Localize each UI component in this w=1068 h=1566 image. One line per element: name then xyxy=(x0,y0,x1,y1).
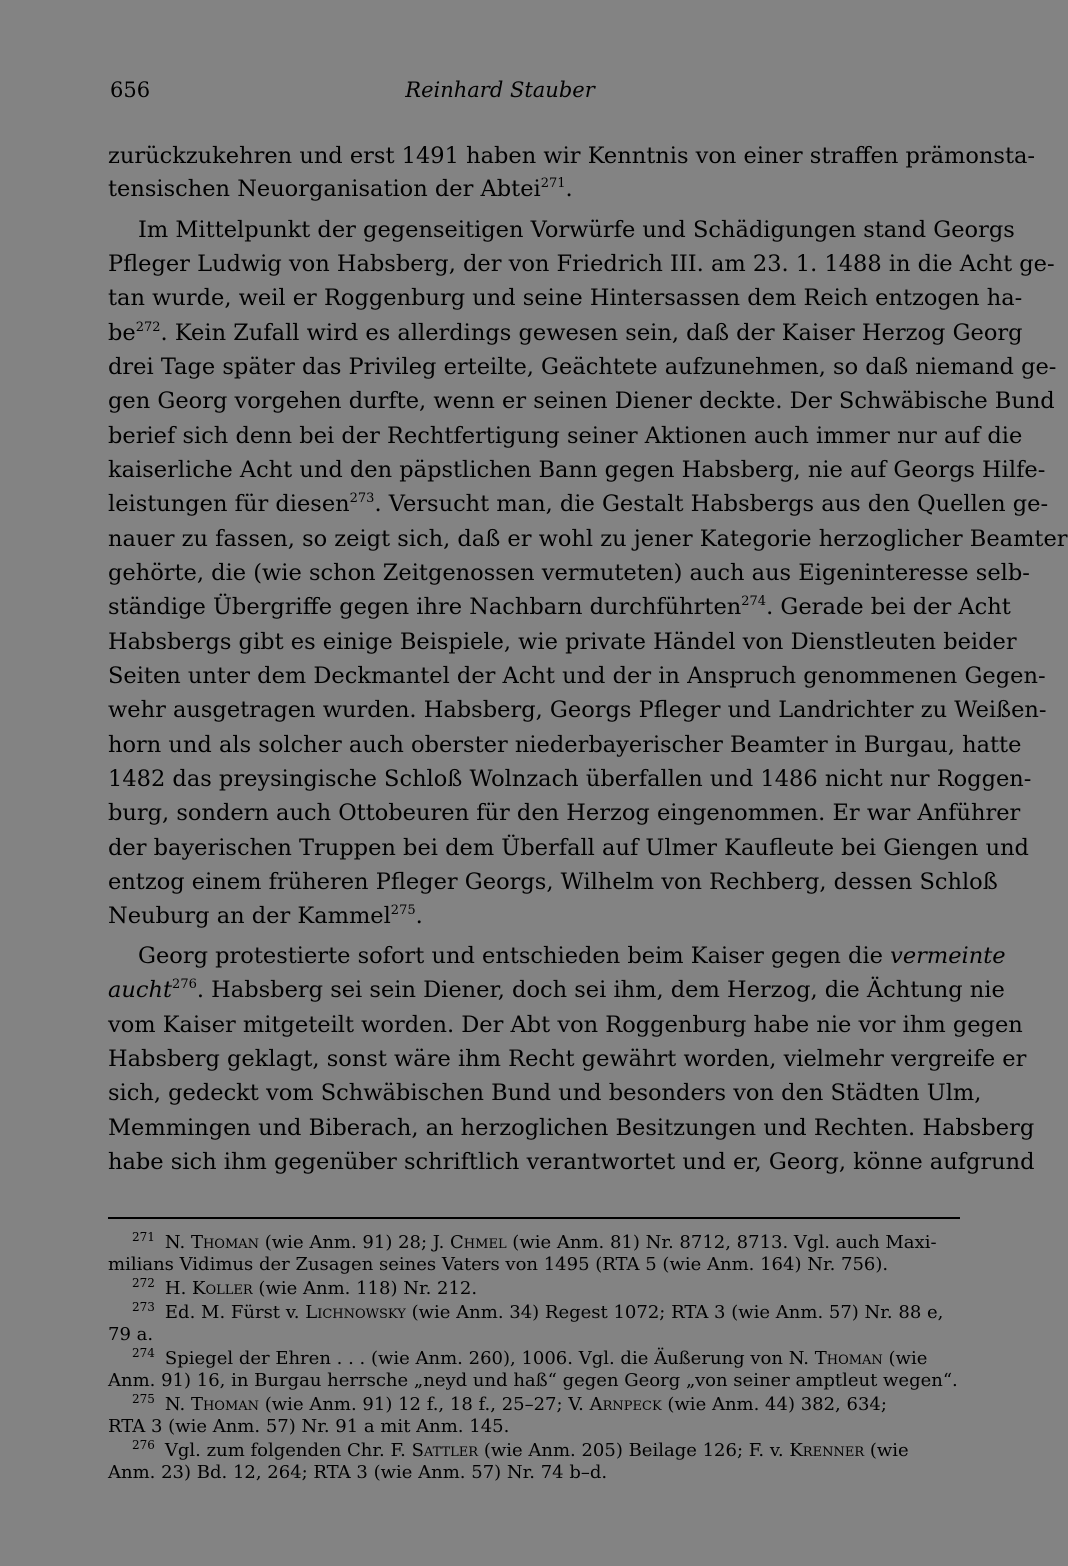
body-line: wehr ausgetragen wurden. Habsberg, Georgs Pfleger und Landrichter zu Weißen- xyxy=(108,697,1047,723)
footnote-line: $^{272}$ H. Koller (wie Anm. 118) Nr. 212. xyxy=(132,1276,478,1299)
body-line: leistungen für diesen$^{273}$. Versucht man, die Gestalt Habsbergs aus den Quellen ge- xyxy=(108,491,1049,517)
footnote-line: $^{274}$ Spiegel der Ehren . . . (wie Anm. 260), 1006. Vgl. die Äußerung von N. Thoman (wie xyxy=(132,1346,928,1369)
body-line: ständige Übergriffe gegen ihre Nachbarn durchführten$^{274}$. Gerade bei der Acht xyxy=(108,594,1011,620)
footnote-line: Anm. 23) Bd. 12, 264; RTA 3 (wie Anm. 57) Nr. 74 b–d. xyxy=(108,1462,608,1483)
footnote-number: 272 xyxy=(132,1276,155,1290)
body-line: gen Georg vorgehen durfte, wenn er seinen Diener deckte. Der Schwäbische Bund xyxy=(108,388,1055,414)
body-line: Habsbergs gibt es einige Beispiele, wie private Händel von Dienstleuten beider xyxy=(108,629,1017,655)
body-line: tan wurde, weil er Roggenburg und seine Hintersassen dem Reich entzogen ha- xyxy=(108,285,1023,311)
body-line: kaiserliche Acht und den päpstlichen Bann gegen Habsberg, nie auf Georgs Hilfe- xyxy=(108,457,1046,483)
footnote-ref: 274 xyxy=(741,594,767,609)
author-name: Thoman xyxy=(190,1232,260,1253)
footnote-ref: 272 xyxy=(135,320,161,335)
body-line: Im Mittelpunkt der gegenseitigen Vorwürfe und Schädigungen stand Georgs xyxy=(138,217,1015,243)
body-line: Neuburg an der Kammel$^{275}$. xyxy=(108,903,423,929)
body-line: vom Kaiser mitgeteilt worden. Der Abt von Roggenburg habe nie vor ihm gegen xyxy=(108,1012,1023,1038)
body-line: habe sich ihm gegenüber schriftlich verantwortet und er, Georg, könne aufgrund xyxy=(108,1149,1035,1175)
body-line: $be^{272}$. Kein Zufall wird es allerdings gewesen sein, daß der Kaiser Herzog Georg xyxy=(108,320,1023,346)
footnote-number: 275 xyxy=(132,1392,155,1406)
footnote-ref: 273 xyxy=(349,491,375,506)
footnote-line: RTA 3 (wie Anm. 57) Nr. 91 a mit Anm. 145. xyxy=(108,1416,510,1437)
quoted-term: aucht xyxy=(108,977,173,1003)
page-number: 656 xyxy=(110,78,151,102)
body-line: Habsberg geklagt, sonst wäre ihm Recht gewährt worden, vielmehr vergreife er xyxy=(108,1046,1027,1072)
body-line: gehörte, die (wie schon Zeitgenossen vermuteten) auch aus Eigeninteresse selb- xyxy=(108,560,1030,586)
author-name: Sattler xyxy=(411,1440,479,1461)
footnote-line: $^{275}$ N. Thoman (wie Anm. 91) 12 f., 18 f., 25–27; V. Arnpeck (wie Anm. 44) 382, 634; xyxy=(132,1392,887,1415)
body-line: Seiten unter dem Deckmantel der Acht und der in Anspruch genommenen Gegen- xyxy=(108,663,1046,689)
footnote-line: 79 a. xyxy=(108,1324,154,1345)
body-line: tensischen Neuorganisation der Abtei$^{271}$. xyxy=(108,176,573,202)
body-line: sich, gedeckt vom Schwäbischen Bund und besonders von den Städten Ulm, xyxy=(108,1080,982,1106)
footnote-line: milians Vidimus der Zusagen seines Vaters von 1495 (RTA 5 (wie Anm. 164) Nr. 756). xyxy=(108,1254,889,1275)
body-line: der bayerischen Truppen bei dem Überfall auf Ulmer Kaufleute bei Giengen und xyxy=(108,835,1029,861)
body-line: drei Tage später das Privileg erteilte, Geächtete aufzunehmen, so daß niemand ge- xyxy=(108,354,1057,380)
author-name: Thoman xyxy=(814,1348,883,1369)
author-name: Krenner xyxy=(789,1440,865,1461)
body-line: Memmingen und Biberach, an herzoglichen Besitzungen und Rechten. Habsberg xyxy=(108,1115,1035,1141)
body-line: aucht$^{276}$. Habsberg sei sein Diener, doch sei ihm, dem Herzog, die Ächtung nie xyxy=(108,977,1005,1003)
body-line: zurückzukehren und erst 1491 haben wir Kenntnis von einer straffen prämonsta- xyxy=(108,143,1036,169)
footnote-line: $^{276}$ Vgl. zum folgenden Chr. F. Sattler (wie Anm. 205) Beilage 126; F. v. Krenner (wie xyxy=(132,1438,909,1461)
author-name: Lichnowsky xyxy=(305,1302,406,1323)
body-line: berief sich denn bei der Rechtfertigung seiner Aktionen auch immer nur auf die xyxy=(108,423,1023,449)
author-name: Arnpeck xyxy=(589,1394,662,1415)
body-line: entzog einem früheren Pfleger Georgs, Wilhelm von Rechberg, dessen Schloß xyxy=(108,869,998,895)
body-line: Georg protestierte sofort und entschieden beim Kaiser gegen die vermeinte xyxy=(138,943,1006,969)
footnote-ref: 276 xyxy=(172,977,197,992)
footnote-line: $^{273}$ Ed. M. Fürst v. Lichnowsky (wie Anm. 34) Regest 1072; RTA 3 (wie Anm. 57) Nr. 88 e, xyxy=(132,1300,944,1323)
footnote-separator xyxy=(108,1217,960,1219)
body-line: burg, sondern auch Ottobeuren für den Herzog eingenommen. Er war Anführer xyxy=(108,800,1021,826)
footnote-ref: 271 xyxy=(540,176,566,191)
footnote-ref: 275 xyxy=(390,903,416,918)
author-name: Thoman xyxy=(190,1394,260,1415)
body-line: nauer zu fassen, so zeigt sich, daß er wohl zu jener Kategorie herzoglicher Beamter xyxy=(108,526,1068,552)
body-line: horn und als solcher auch oberster niederbayerischer Beamter in Burgau, hatte xyxy=(108,732,1022,758)
footnote-line: $^{271}$ N. Thoman (wie Anm. 91) 28; J. Chmel (wie Anm. 81) Nr. 8712, 8713. Vgl. auch Maxi- xyxy=(132,1230,937,1253)
footnote-number: 271 xyxy=(132,1230,155,1244)
running-title: Reinhard Stauber xyxy=(405,78,595,102)
footnote-number: 274 xyxy=(132,1346,155,1360)
body-line: Pfleger Ludwig von Habsberg, der von Friedrich III. am 23. 1. 1488 in die Acht ge- xyxy=(108,251,1055,277)
body-line: 1482 das preysingische Schloß Wolnzach überfallen und 1486 nicht nur Roggen- xyxy=(108,766,1032,792)
footnote-line: Anm. 91) 16, in Burgau herrsche „neyd und haß“ gegen Georg „von seiner amptleut wegen“. xyxy=(108,1370,958,1391)
author-name: Chmel xyxy=(450,1232,507,1253)
page-header xyxy=(110,78,890,108)
footnote-number: 276 xyxy=(132,1438,155,1452)
footnote-number: 273 xyxy=(132,1300,155,1314)
author-name: Koller xyxy=(192,1278,253,1299)
quoted-term: vermeinte xyxy=(890,943,1006,969)
